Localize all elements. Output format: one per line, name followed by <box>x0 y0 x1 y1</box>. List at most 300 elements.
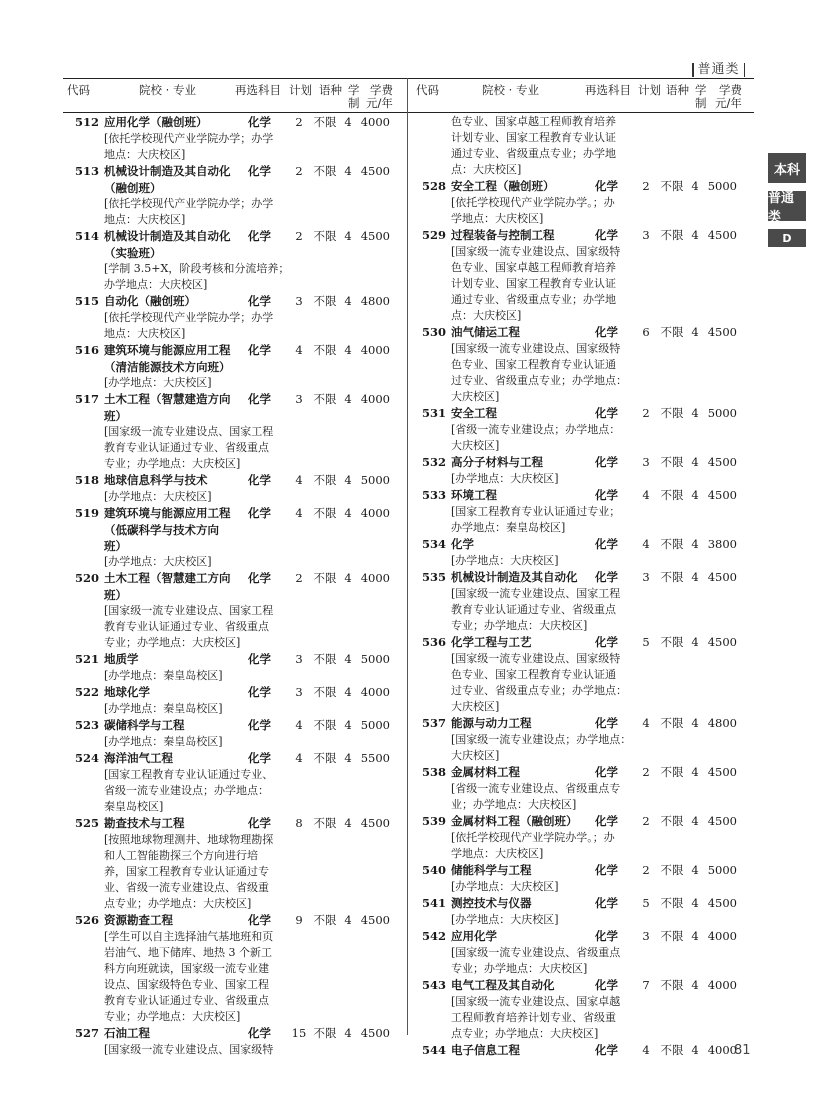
major-note-line: [国家级一流专业建设点、国家级特 <box>104 1043 274 1056</box>
right-column <box>413 114 753 1059</box>
major-years: 4 <box>691 325 699 339</box>
major-note <box>413 586 716 634</box>
major-fee: 5000 <box>360 473 390 487</box>
major-years: 4 <box>344 913 352 927</box>
major-fee: 4000 <box>707 1043 737 1057</box>
major-entry <box>413 1042 753 1059</box>
major-name: 机械设计制造及其自动化 <box>104 229 231 243</box>
major-note <box>413 781 716 813</box>
major-subject: 化学 <box>595 1043 618 1057</box>
major-entry <box>66 114 406 163</box>
major-name-continued: （实验班） <box>104 246 162 260</box>
major-name: 资源勘查工程 <box>104 913 173 927</box>
major-name-continued: （低碳科学与技术方向 <box>104 523 219 537</box>
major-name: 海洋油气工程 <box>104 751 173 765</box>
major-years: 4 <box>344 718 352 732</box>
major-note-line: [学生可以自主选择油气基地班和页 <box>104 930 274 943</box>
major-note-line: 色专业、国家卓越工程师教育培养 <box>451 261 616 274</box>
major-note-line: [办学地点：秦皇岛校区] <box>104 669 223 682</box>
major-name-continued: （融创班） <box>104 181 162 195</box>
major-language: 不限 <box>313 294 337 308</box>
major-code: 535 <box>421 570 446 584</box>
header-language: 语种 <box>666 83 689 97</box>
major-name: 机械设计制造及其自动化 <box>104 164 231 178</box>
major-code: 516 <box>74 343 99 357</box>
major-years: 4 <box>691 406 699 420</box>
major-row <box>66 228 406 245</box>
major-row <box>66 684 406 701</box>
major-note-line: 秦皇岛校区] <box>104 800 164 813</box>
major-note-line: 点专业；办学地点：大庆校区] <box>104 897 252 910</box>
major-years: 4 <box>344 571 352 585</box>
major-plan: 2 <box>642 863 650 877</box>
major-code: 539 <box>421 814 446 828</box>
major-entry <box>413 764 753 813</box>
header-school-major: 院校 · 专业 <box>482 83 539 97</box>
major-subject: 化学 <box>595 896 618 910</box>
major-subject: 化学 <box>248 343 271 357</box>
header-bar-left <box>692 63 694 77</box>
major-note-line: [办学地点：大庆校区] <box>451 554 559 567</box>
major-language: 不限 <box>660 814 684 828</box>
major-plan: 2 <box>642 179 650 193</box>
major-name: 地质学 <box>104 652 139 666</box>
major-language: 不限 <box>313 652 337 666</box>
major-note <box>413 341 716 405</box>
major-note <box>66 261 369 293</box>
major-years: 4 <box>691 716 699 730</box>
major-fee: 4000 <box>707 978 737 992</box>
major-plan: 5 <box>642 896 650 910</box>
major-entry <box>413 569 753 634</box>
major-years: 4 <box>691 978 699 992</box>
major-row <box>413 895 753 912</box>
major-entry <box>413 977 753 1042</box>
major-subject: 化学 <box>595 488 618 502</box>
major-note-line: 专业；办学地点：大庆校区] <box>104 636 241 649</box>
major-row <box>66 750 406 767</box>
major-years: 4 <box>344 506 352 520</box>
major-language: 不限 <box>313 685 337 699</box>
major-language: 不限 <box>660 406 684 420</box>
header-years-top: 学 <box>348 83 360 97</box>
major-code: 540 <box>421 863 446 877</box>
header-plan: 计划 <box>289 83 312 97</box>
major-name: 能源与动力工程 <box>451 716 532 730</box>
major-language: 不限 <box>313 913 337 927</box>
major-subject: 化学 <box>595 716 618 730</box>
major-name: 高分子材料与工程 <box>451 455 543 469</box>
major-plan: 2 <box>295 571 303 585</box>
major-subject: 化学 <box>595 325 618 339</box>
major-note-line: 教育专业认证通过专业、省级重点 <box>451 603 616 616</box>
major-note-line: 大庆校区] <box>451 749 500 762</box>
major-code: 544 <box>421 1043 446 1057</box>
major-fee: 4000 <box>360 506 390 520</box>
major-entry <box>66 815 406 912</box>
major-fee: 4000 <box>360 343 390 357</box>
major-note-line: 学地点：大庆校区] <box>451 847 544 860</box>
major-note-line: 科方向班就读，国家级一流专业建 <box>104 962 269 975</box>
major-name: 环境工程 <box>451 488 497 502</box>
major-plan: 4 <box>642 1043 650 1057</box>
major-row <box>66 342 406 359</box>
major-note-line: [办学地点：大庆校区] <box>451 880 559 893</box>
major-fee: 4000 <box>360 571 390 585</box>
major-years: 4 <box>344 473 352 487</box>
header-code: 代码 <box>416 83 439 97</box>
major-plan: 3 <box>295 392 303 406</box>
major-note-line: [国家工程教育专业认证通过专业； <box>451 505 621 518</box>
major-subject: 化学 <box>595 929 618 943</box>
major-entry <box>66 717 406 750</box>
major-entry <box>413 813 753 862</box>
major-note-line: 和人工智能勘探三个方向进行培 <box>104 849 258 862</box>
major-note-line: 设点、国家级特色专业、国家工程 <box>104 978 269 991</box>
major-note-line: 岩油气、地下储库、地热 3 个新工 <box>104 946 272 959</box>
major-code: 522 <box>74 685 99 699</box>
major-plan: 4 <box>295 473 303 487</box>
major-note-line: 专业；办学地点：大庆校区] <box>451 619 588 632</box>
continued-note-line: 色专业、国家卓越工程师教育培养 <box>451 115 616 128</box>
header-school-major: 院校 · 专业 <box>139 83 196 97</box>
major-note-line: 工程师教育培养计划专业、省级重 <box>451 1011 616 1024</box>
major-note-line: [国家级一流专业建设点、省级重点 <box>451 946 621 959</box>
major-years: 4 <box>691 537 699 551</box>
major-note-line: 养，国家工程教育专业认证通过专 <box>104 865 269 878</box>
major-note-line: 大庆校区] <box>451 390 500 403</box>
major-years: 4 <box>691 1043 699 1057</box>
major-name: 地球化学 <box>104 685 150 699</box>
major-row <box>66 570 406 587</box>
major-name: 电气工程及其自动化 <box>451 978 555 992</box>
major-name: 金属材料工程（融创班） <box>451 814 578 828</box>
major-code: 529 <box>421 228 446 242</box>
major-name: 机械设计制造及其自动化 <box>451 570 578 584</box>
major-language: 不限 <box>313 506 337 520</box>
major-entry <box>66 1025 406 1058</box>
major-fee: 4500 <box>707 325 737 339</box>
major-entry <box>66 651 406 684</box>
major-fee: 5000 <box>360 718 390 732</box>
major-note-line: 业、省级一流专业建设点、省级重 <box>104 881 269 894</box>
major-row <box>413 862 753 879</box>
major-subject: 化学 <box>248 115 271 129</box>
side-tab-general[interactable]: 普通类 <box>768 191 806 221</box>
major-note-line: [依托学校现代产业学院办学。；办 <box>451 196 615 209</box>
major-code: 541 <box>421 896 446 910</box>
major-note-line: [国家级一流专业建设点、国家级特 <box>451 652 621 665</box>
major-fee: 4500 <box>707 228 737 242</box>
major-subject: 化学 <box>595 179 618 193</box>
major-row <box>413 1042 753 1059</box>
major-name: 建筑环境与能源应用工程 <box>104 506 231 520</box>
major-subject: 化学 <box>248 1026 271 1040</box>
major-language: 不限 <box>660 896 684 910</box>
major-note-line: [国家级一流专业建设点、国家卓越 <box>451 995 621 1008</box>
major-entry <box>413 227 753 324</box>
major-fee: 4500 <box>360 913 390 927</box>
major-code: 513 <box>74 164 99 178</box>
major-note <box>413 471 716 487</box>
major-note <box>66 489 369 505</box>
category-header <box>688 58 749 77</box>
header-years-bottom: 制 <box>695 96 707 110</box>
major-note-line: 专业；办学地点：大庆校区] <box>104 1010 241 1023</box>
major-years: 4 <box>344 343 352 357</box>
major-entry <box>66 750 406 815</box>
major-note-line: 办学地点：秦皇岛校区] <box>451 521 566 534</box>
major-row <box>413 405 753 422</box>
major-language: 不限 <box>313 229 337 243</box>
major-row <box>413 715 753 732</box>
major-years: 4 <box>344 392 352 406</box>
major-note <box>66 701 369 717</box>
major-name: 安全工程 <box>451 406 497 420</box>
major-years: 4 <box>344 1026 352 1040</box>
major-name-continued: 班） <box>104 588 127 602</box>
major-name: 过程装备与控制工程 <box>451 228 555 242</box>
major-code: 523 <box>74 718 99 732</box>
major-years: 4 <box>344 115 352 129</box>
major-note-line: [省级一流专业建设点；办学地点： <box>451 423 621 436</box>
major-years: 4 <box>691 570 699 584</box>
major-plan: 6 <box>642 325 650 339</box>
major-entry <box>66 912 406 1025</box>
major-code: 531 <box>421 406 446 420</box>
header-code: 代码 <box>67 83 90 97</box>
major-note-line: [办学地点：大庆校区] <box>104 376 212 389</box>
major-fee: 4000 <box>360 685 390 699</box>
major-row <box>413 928 753 945</box>
major-entry <box>413 454 753 487</box>
major-note <box>413 879 716 895</box>
major-subject: 化学 <box>248 229 271 243</box>
side-tab-d[interactable]: D <box>768 229 806 247</box>
major-years: 4 <box>344 816 352 830</box>
major-row <box>66 717 406 734</box>
header-subject: 再选科目 <box>585 83 631 97</box>
major-years: 4 <box>691 765 699 779</box>
major-code: 537 <box>421 716 446 730</box>
major-plan: 2 <box>295 164 303 178</box>
major-name-continued: （清洁能源技术方向班） <box>104 360 231 374</box>
major-note-line: [办学地点：秦皇岛校区] <box>104 702 223 715</box>
major-entry <box>66 342 406 391</box>
major-language: 不限 <box>660 488 684 502</box>
major-name: 建筑环境与能源应用工程 <box>104 343 231 357</box>
major-code: 517 <box>74 392 99 406</box>
major-plan: 9 <box>295 913 303 927</box>
major-note-line: 点：大庆校区] <box>451 309 522 322</box>
major-plan: 2 <box>295 115 303 129</box>
major-note-line: [国家级一流专业建设点、国家工程 <box>104 425 274 438</box>
major-note <box>413 244 716 324</box>
major-note-line: 教育专业认证通过专业、省级重点 <box>104 620 269 633</box>
major-note <box>413 732 716 764</box>
major-note <box>66 832 369 912</box>
major-note-line: [国家工程教育专业认证通过专业、 <box>104 768 274 781</box>
header-fee-bottom: 元/年 <box>715 96 742 110</box>
major-fee: 5000 <box>707 863 737 877</box>
major-row <box>413 634 753 651</box>
major-years: 4 <box>344 652 352 666</box>
major-code: 519 <box>74 506 99 520</box>
category-label: 普通类 <box>697 62 740 77</box>
major-language: 不限 <box>660 179 684 193</box>
major-note-line: 大庆校区] <box>451 700 500 713</box>
major-row <box>66 114 406 131</box>
major-fee: 4500 <box>707 488 737 502</box>
major-note-line: [学制 3.5+X，阶段考核和分流培养； <box>104 262 290 275</box>
major-note <box>66 131 369 163</box>
major-subject: 化学 <box>248 718 271 732</box>
header-language: 语种 <box>319 83 342 97</box>
major-name: 储能科学与工程 <box>451 863 532 877</box>
major-code: 512 <box>74 115 99 129</box>
major-subject: 化学 <box>595 228 618 242</box>
major-note-line: 大庆校区] <box>451 439 500 452</box>
major-note-line: 省级一流专业建设点；办学地点： <box>104 784 269 797</box>
major-subject: 化学 <box>595 406 618 420</box>
major-plan: 2 <box>642 765 650 779</box>
major-subject: 化学 <box>248 506 271 520</box>
header-plan: 计划 <box>638 83 661 97</box>
major-years: 4 <box>691 929 699 943</box>
major-name: 土木工程（智慧建造方向 <box>104 392 231 406</box>
major-note-line: 计划专业、国家工程教育专业认证 <box>451 277 616 290</box>
major-name: 测控技术与仪器 <box>451 896 532 910</box>
major-code: 532 <box>421 455 446 469</box>
major-note-line: [按照地球物理测井、地球物理勘探 <box>104 833 274 846</box>
major-subject: 化学 <box>595 635 618 649</box>
major-subject: 化学 <box>595 765 618 779</box>
major-row <box>413 569 753 586</box>
major-fee: 4800 <box>360 294 390 308</box>
major-plan: 15 <box>291 1026 307 1040</box>
major-note <box>413 651 716 715</box>
major-row <box>66 472 406 489</box>
major-years: 4 <box>344 229 352 243</box>
continued-note-line: 通过专业、省级重点专业；办学地 <box>451 147 616 160</box>
major-language: 不限 <box>313 343 337 357</box>
major-note-line: 通过专业、省级重点专业；办学地 <box>451 293 616 306</box>
major-plan: 3 <box>295 652 303 666</box>
major-years: 4 <box>691 814 699 828</box>
major-subject: 化学 <box>248 571 271 585</box>
major-code: 521 <box>74 652 99 666</box>
major-plan: 5 <box>642 635 650 649</box>
major-entry <box>66 570 406 651</box>
major-note-line: 点专业；办学地点：大庆校区] <box>451 1027 599 1040</box>
major-note <box>66 767 369 815</box>
major-name: 化学 <box>451 537 474 551</box>
major-language: 不限 <box>660 570 684 584</box>
major-fee: 4500 <box>360 816 390 830</box>
major-name: 油气储运工程 <box>451 325 520 339</box>
major-note <box>66 603 369 651</box>
major-subject: 化学 <box>248 652 271 666</box>
left-column <box>66 114 406 1058</box>
major-row <box>66 815 406 832</box>
major-fee: 4500 <box>707 765 737 779</box>
major-subject: 化学 <box>595 570 618 584</box>
major-language: 不限 <box>660 716 684 730</box>
major-language: 不限 <box>660 325 684 339</box>
major-note <box>66 554 369 570</box>
major-entry <box>413 487 753 536</box>
major-language: 不限 <box>313 571 337 585</box>
major-subject: 化学 <box>595 863 618 877</box>
major-entry <box>66 163 406 228</box>
major-code: 530 <box>421 325 446 339</box>
major-subject: 化学 <box>248 164 271 178</box>
major-plan: 3 <box>295 294 303 308</box>
major-code: 524 <box>74 751 99 765</box>
major-fee: 4500 <box>707 896 737 910</box>
major-note-line: [办学地点：秦皇岛校区] <box>104 735 223 748</box>
major-note-line: 色专业、国家工程教育专业认证通 <box>451 668 616 681</box>
major-note-line: 地点：大庆校区] <box>104 213 186 226</box>
major-code: 525 <box>74 816 99 830</box>
major-note-line: [国家级一流专业建设点、国家级特 <box>451 245 621 258</box>
major-note <box>66 1042 369 1058</box>
major-note-line: 办学地点：大庆校区] <box>104 278 208 291</box>
major-note-line: 色专业、国家工程教育专业认证通 <box>451 358 616 371</box>
major-code: 518 <box>74 473 99 487</box>
major-note-line: [依托学校现代产业学院办学；办学 <box>104 311 274 324</box>
major-row <box>413 178 753 195</box>
side-tabs <box>768 153 812 255</box>
major-note <box>413 504 716 536</box>
major-years: 4 <box>691 228 699 242</box>
major-name: 应用化学 <box>451 929 497 943</box>
major-row <box>413 813 753 830</box>
major-subject: 化学 <box>595 455 618 469</box>
major-note-line: 教育专业认证通过专业、省级重点 <box>104 994 269 1007</box>
major-code: 514 <box>74 229 99 243</box>
major-note-line: [办学地点：大庆校区] <box>104 555 212 568</box>
major-fee: 5000 <box>360 652 390 666</box>
major-name: 地球信息科学与技术 <box>104 473 208 487</box>
continued-note <box>413 114 716 178</box>
major-name: 电子信息工程 <box>451 1043 520 1057</box>
major-note <box>66 734 369 750</box>
major-row <box>66 293 406 310</box>
major-note-line: [办学地点：大庆校区] <box>104 490 212 503</box>
major-note-line: 学地点：大庆校区] <box>451 212 544 225</box>
major-note <box>66 668 369 684</box>
major-name-continued: 班） <box>104 539 127 553</box>
side-tab-undergraduate[interactable]: 本科 <box>768 153 806 183</box>
major-entry <box>413 715 753 764</box>
major-code: 528 <box>421 179 446 193</box>
major-row <box>413 324 753 341</box>
major-subject: 化学 <box>595 814 618 828</box>
major-fee: 4500 <box>707 814 737 828</box>
major-note <box>66 375 369 391</box>
major-plan: 4 <box>295 718 303 732</box>
major-entry <box>66 472 406 505</box>
major-subject: 化学 <box>248 392 271 406</box>
major-fee: 4000 <box>707 929 737 943</box>
major-fee: 4800 <box>707 716 737 730</box>
major-plan: 8 <box>295 816 303 830</box>
major-fee: 4000 <box>360 115 390 129</box>
major-note-line: [省级一流专业建设点、省级重点专 <box>451 782 621 795</box>
major-note-line: 过专业、省级重点专业；办学地点： <box>451 684 627 697</box>
major-name: 金属材料工程 <box>451 765 520 779</box>
